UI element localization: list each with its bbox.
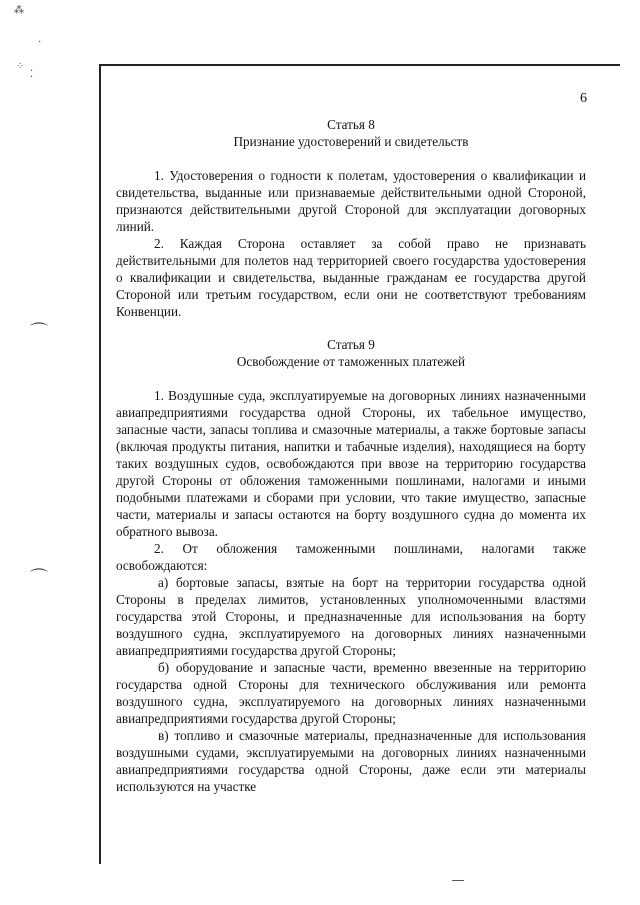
- article-9-item-b: б) оборудование и запасные части, временно ввезенные на территорию государства одной Стороны для технического обслуживания или ремонта воздушного судна, эксплуатируемого на договорных линиях назначенными авиапредприятиями государства другой Стороны;: [116, 660, 586, 726]
- article-9-title: Освобождение от таможенных платежей: [236, 354, 466, 369]
- article-9-paragraph-1: 1. Воздушные суда, эксплуатируемые на договорных линиях назначенными авиапредприятиями государства одной Стороны, их табельное имущество, запасные части, запасы топлива и смазочные материалы, а также бортовые запасы (включая продукты питания, напитки и табачные изделия), находящиеся на борту таких воздушных судов, освобождаются при ввозе на территорию государства другой Стороны от обложения таможенными пошлинами, налогами и иными подобными платежами и сборами при условии, что такие имущество, запасные части, материалы и запасы остаются на борту воздушного судна до момента их обратного вывоза.: [116, 388, 586, 539]
- margin-mark: ⌒: [30, 568, 48, 588]
- scan-speck: ·: [38, 37, 42, 48]
- article-8-title: Признание удостоверений и свидетельств: [233, 134, 469, 149]
- article-8-heading: Статья 8: [327, 117, 375, 132]
- page-frame-top-border: [100, 64, 620, 66]
- scan-speck: ⁂: [14, 5, 24, 16]
- scan-speck: ⁚: [30, 69, 34, 80]
- article-8-paragraph-2: 2. Каждая Сторона оставляет за собой право не признавать действительными для полетов над территорией своего государства удостоверения о квалификации и свидетельства, выданные гражданам ее государства другой Стороной или третьим государством, если они не соответствуют требованиям Конвенции.: [116, 236, 586, 319]
- article-9-item-a: а) бортовые запасы, взятые на борт на территории государства одной Стороны в пределах лимитов, установленных уполномоченными властями государства этой Стороны, и предназначенные для использования на борту воздушного судна, эксплуатируемого на договорных линиях назначенными авиапредприятиями государства другой Стороны;: [116, 575, 586, 658]
- article-9-item-c: в) топливо и смазочные материалы, предназначенные для использования воздушными судами, эксплуатируемыми на договорных линиях назначенными авиапредприятиями государства одной Стороны, даже если эти материалы используются на участке: [116, 728, 586, 794]
- article-9-paragraph-2: 2. От обложения таможенными пошлинами, налогами также освобождаются:: [116, 541, 586, 573]
- scan-speck: ⁘: [16, 61, 25, 72]
- scan-speck: [452, 880, 464, 881]
- page-number: 6: [580, 91, 587, 106]
- margin-mark: ⌒: [30, 322, 48, 342]
- article-9-heading: Статья 9: [327, 337, 375, 352]
- document-body: [116, 116, 586, 795]
- page-frame-left-border: [99, 64, 101, 864]
- article-8-paragraph-1: 1. Удостоверения о годности к полетам, удостоверения о квалификации и свидетельства, выданные или признаваемые действительными одной Стороной, признаются действительными другой Стороной для эксплуатации договорных линий.: [116, 168, 586, 234]
